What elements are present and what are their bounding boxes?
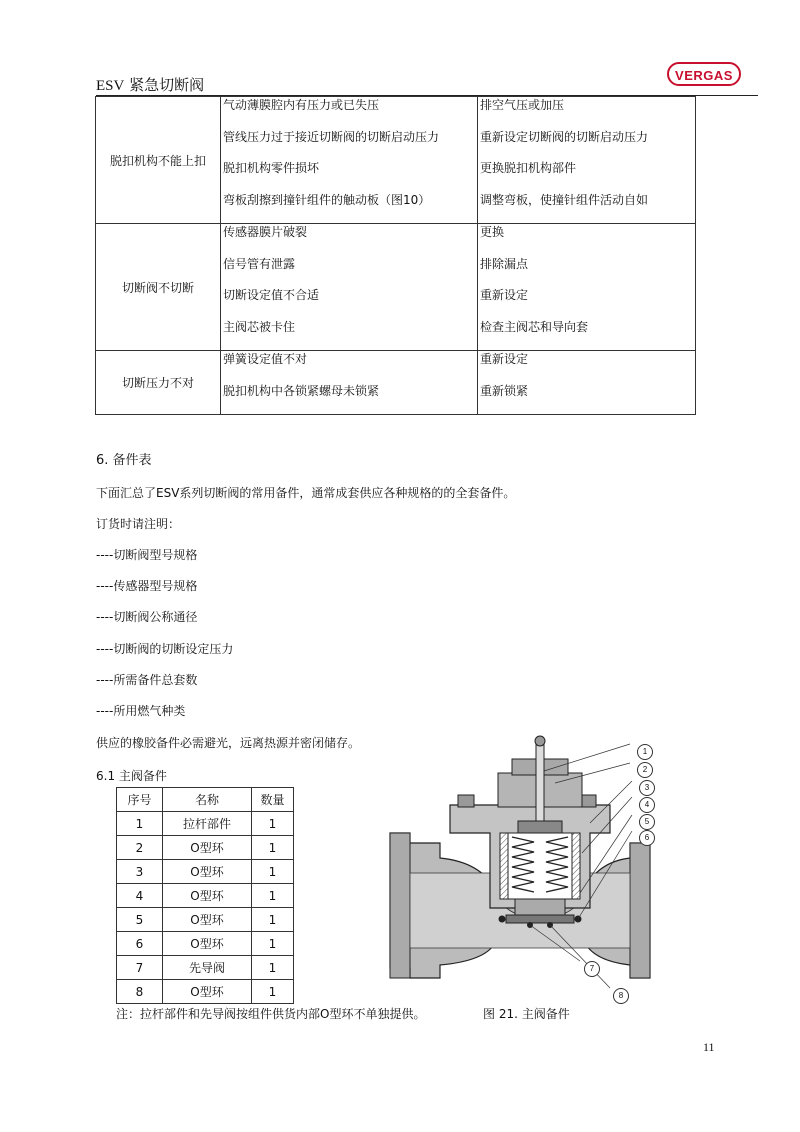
parts-cell: 1 <box>252 860 294 884</box>
parts-cell: 1 <box>252 932 294 956</box>
subsection-heading: 6.1 主阀备件 <box>96 769 167 783</box>
figure-caption: 图 21. 主阀备件 <box>483 1007 570 1021</box>
cause-cell <box>221 351 478 415</box>
trouble-group-row <box>96 351 696 415</box>
remedy-text: 重新设定切断阀的切断启动压力 <box>480 129 649 144</box>
parts-table <box>116 787 294 1004</box>
remedy-text: 调整弯板，使撞针组件活动自如 <box>480 192 649 207</box>
parts-cell: 1 <box>252 980 294 1004</box>
parts-cell: O型环 <box>163 980 252 1004</box>
parts-cell: 1 <box>252 812 294 836</box>
parts-header-cell: 序号 <box>117 788 163 812</box>
figure-callout: 8 <box>613 988 629 1004</box>
cause-text: 弯板刮擦到撞针组件的触动板（图10） <box>223 192 431 207</box>
parts-cell: 拉杆部件 <box>163 812 252 836</box>
order-item: ----所需备件总套数 <box>96 673 198 687</box>
cause-cell <box>221 97 478 224</box>
remedy-text: 检查主阀芯和导向套 <box>480 319 589 334</box>
remedy-text: 重新设定 <box>480 288 529 302</box>
remedy-text: 更换脱扣机构部件 <box>480 161 577 175</box>
table-row <box>117 932 294 956</box>
figure-callout: 7 <box>584 961 600 977</box>
parts-header-row <box>117 788 294 812</box>
order-item: ----传感器型号规格 <box>96 579 198 593</box>
parts-cell: 6 <box>117 932 163 956</box>
cause-text: 传感器膜片破裂 <box>223 225 308 239</box>
cause-text: 信号管有泄露 <box>223 256 296 271</box>
symptom-cell: 切断压力不对 <box>96 351 221 415</box>
parts-cell: O型环 <box>163 932 252 956</box>
parts-footnote: 注：拉杆部件和先导阀按组件供货内部O型环不单独提供。 <box>116 1007 426 1021</box>
parts-cell: 1 <box>252 908 294 932</box>
remedy-cell <box>478 97 696 224</box>
parts-cell: 8 <box>117 980 163 1004</box>
remedy-text: 排空气压或加压 <box>480 98 565 112</box>
remedy-text: 更换 <box>480 225 505 239</box>
parts-cell: 先导阀 <box>163 956 252 980</box>
cause-text: 气动薄膜腔内有压力或已失压 <box>223 98 380 112</box>
order-item: ----切断阀公称通径 <box>96 610 198 624</box>
order-item: ----切断阀的切断设定压力 <box>96 642 234 656</box>
parts-cell: 5 <box>117 908 163 932</box>
table-row <box>117 812 294 836</box>
parts-cell: O型环 <box>163 884 252 908</box>
remedy-cell <box>478 224 696 351</box>
parts-header-cell: 数量 <box>252 788 294 812</box>
vergas-logo: VERGAS <box>667 62 741 86</box>
parts-cell: 4 <box>117 884 163 908</box>
figure-callout: 3 <box>639 780 655 796</box>
parts-header-cell: 名称 <box>163 788 252 812</box>
parts-cell: O型环 <box>163 860 252 884</box>
valve-cross-section-diagram <box>380 733 660 1001</box>
table-row <box>117 956 294 980</box>
parts-cell: 7 <box>117 956 163 980</box>
cause-text: 脱扣机构零件损坏 <box>223 161 320 175</box>
figure-callout: 1 <box>637 744 653 760</box>
order-item: ----切断阀型号规格 <box>96 548 198 562</box>
trouble-group-row <box>96 97 696 224</box>
page-number: 11 <box>703 1040 715 1054</box>
remedy-text: 排除漏点 <box>480 256 529 271</box>
table-row <box>117 860 294 884</box>
troubleshooting-table <box>95 96 696 415</box>
cause-text: 脱扣机构中各锁紧螺母未锁紧 <box>223 383 380 398</box>
parts-cell: 3 <box>117 860 163 884</box>
remedy-cell <box>478 351 696 415</box>
figure-callout: 5 <box>639 814 655 830</box>
cause-cell <box>221 224 478 351</box>
figure-callout: 2 <box>637 762 653 778</box>
parts-cell: O型环 <box>163 908 252 932</box>
parts-cell: 1 <box>252 884 294 908</box>
storage-note: 供应的橡胶备件必需避光，远离热源并密闭储存。 <box>96 736 361 750</box>
order-item: ----所用燃气种类 <box>96 704 186 718</box>
table-row <box>117 836 294 860</box>
intro-paragraph: 下面汇总了ESV系列切断阀的常用备件，通常成套供应各种规格的的全套备件。 <box>96 486 516 500</box>
cause-text: 弹簧设定值不对 <box>223 352 308 366</box>
parts-cell: 1 <box>252 956 294 980</box>
parts-cell: 2 <box>117 836 163 860</box>
symptom-cell: 脱扣机构不能上扣 <box>96 97 221 224</box>
table-row <box>117 884 294 908</box>
remedy-text: 重新锁紧 <box>480 383 529 398</box>
page-header-title: ESV 紧急切断阀 <box>96 76 205 94</box>
cause-text: 主阀芯被卡住 <box>223 319 296 334</box>
section-heading: 6. 备件表 <box>96 453 152 468</box>
remedy-text: 重新设定 <box>480 352 529 366</box>
cause-text: 切断设定值不合适 <box>223 288 320 302</box>
cause-text: 管线压力过于接近切断阀的切断启动压力 <box>223 129 440 144</box>
parts-cell: 1 <box>117 812 163 836</box>
parts-cell: O型环 <box>163 836 252 860</box>
table-row <box>117 908 294 932</box>
symptom-cell: 切断阀不切断 <box>96 224 221 351</box>
table-row <box>117 980 294 1004</box>
figure-callout: 6 <box>639 830 655 846</box>
trouble-group-row <box>96 224 696 351</box>
order-note: 订货时请注明： <box>96 517 181 531</box>
parts-cell: 1 <box>252 836 294 860</box>
figure-callout: 4 <box>639 797 655 813</box>
